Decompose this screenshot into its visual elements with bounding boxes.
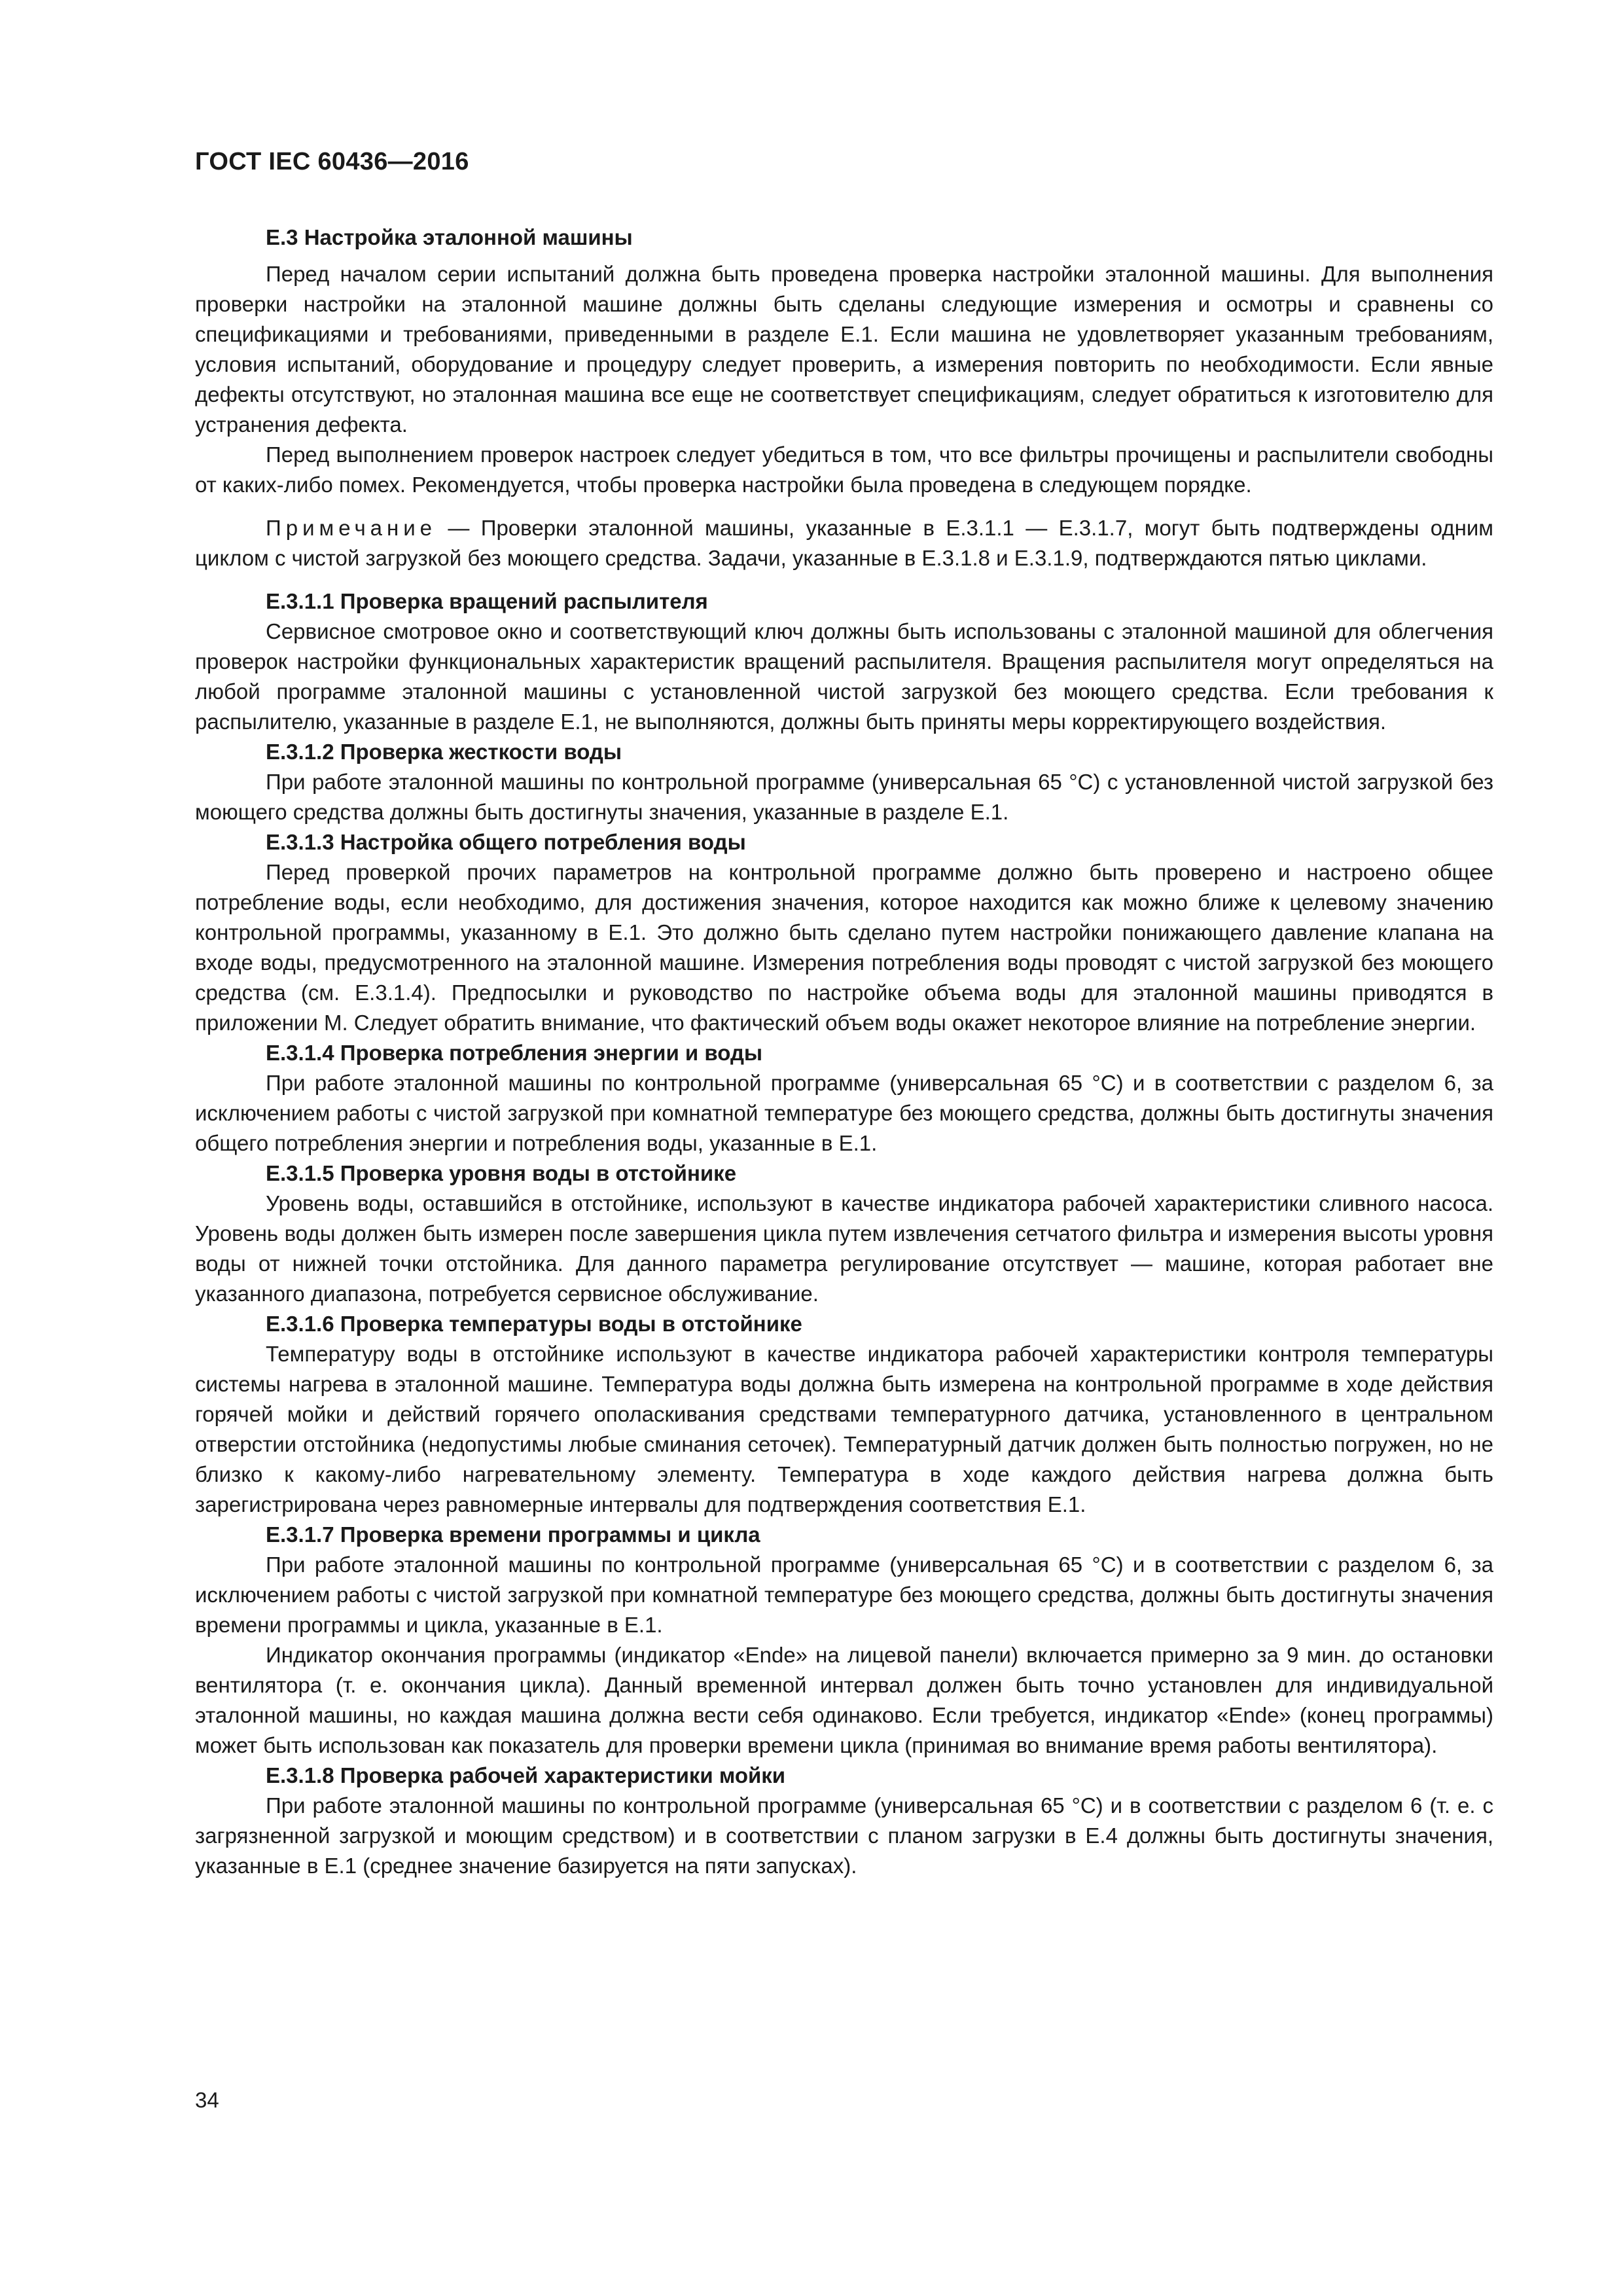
subsection-title: Е.3.1.3 Настройка общего потребления воды xyxy=(266,830,746,854)
paragraph: Перед проверкой прочих параметров на контрольной программе должно быть проверено и настроено общее потребление воды, если необходимо, для достижения значения, которое находится как можно ближе к целевому значению контрольной программы, указанному в Е.1. Это должно быть сделано путем настройки понижающего давление клапана на входе воды, предусмотренного на эталонной машине. Измерения потребления воды проводят с чистой загрузкой без моющего средства (см. Е.3.1.4). Предпосылки и руководство по настройке объема воды для эталонной машины приводятся в приложении М. Следует обратить внимание, что фактический объем воды окажет некоторое влияние на потребление энергии. xyxy=(195,860,1493,1035)
paragraph: При работе эталонной машины по контрольной программе (универсальная 65 °С) и в соответствии с разделом 6 (т. е. с загрязненной загрузкой и моющим средством) и в соответствии с планом загрузки в Е.4 должны быть достигнуты значения, указанные в Е.1 (среднее значение базируется на пяти запусках). xyxy=(195,1793,1493,1878)
note xyxy=(195,513,1493,573)
subsection-title: Е.3.1.2 Проверка жесткости воды xyxy=(266,740,622,764)
page-content xyxy=(195,223,1493,1881)
note-text: — Проверки эталонной машины, указанные в Е.3.1.1 — Е.3.1.7, могут быть подтверждены одним циклом с чистой загрузкой без моющего средства. Задачи, указанные в Е.3.1.8 и Е.3.1.9, подтверждаются пятью циклами. xyxy=(195,516,1493,570)
page-number: 34 xyxy=(195,2088,219,2112)
subsection-title: Е.3.1.4 Проверка потребления энергии и воды xyxy=(266,1041,763,1065)
section-title-e3: Е.3 Настройка эталонной машины xyxy=(266,225,633,249)
paragraph: Перед выполнением проверок настроек следует убедиться в том, что все фильтры прочищены и распылители свободны от каких-либо помех. Рекомендуется, чтобы проверка настройки была проведена в следующем порядке. xyxy=(195,442,1493,497)
paragraph: При работе эталонной машины по контрольной программе (универсальная 65 °С) с установленной чистой загрузкой без моющего средства должны быть достигнуты значения, указанные в разделе Е.1. xyxy=(195,770,1493,824)
paragraph: Температуру воды в отстойнике используют в качестве индикатора рабочей характеристики контроля температуры системы нагрева в эталонной машине. Температура воды должна быть измерена на контрольной программе в ходе действия горячей мойки и действий горячего ополаскивания средствами температурного датчика, установленного в центральном отверстии отстойника (недопустимы любые сминания сеточек). Температурный датчик должен быть полностью погружен, но не близко к какому-либо нагревательному элементу. Температура в ходе каждого действия нагрева должна быть зарегистрирована через равномерные интервалы для подтверждения соответствия Е.1. xyxy=(195,1342,1493,1516)
subsection-title: Е.3.1.6 Проверка температуры воды в отстойнике xyxy=(266,1312,802,1336)
subsection-title: Е.3.1.7 Проверка времени программы и цикла xyxy=(266,1522,760,1547)
subsection-title: Е.3.1.8 Проверка рабочей характеристики мойки xyxy=(266,1763,786,1787)
paragraph: Индикатор окончания программы (индикатор «Ende» на лицевой панели) включается примерно за 9 мин. до остановки вентилятора (т. е. окончания цикла). Данный временной интервал должен быть точно установлен для индивидуальной эталонной машины, но каждая машина должна вести себя одинаково. Если требуется, индикатор «Ende» (конец программы) может быть использован как показатель для проверки времени цикла (принимая во внимание время работы вентилятора). xyxy=(195,1643,1493,1757)
document-header: ГОСТ IEC 60436—2016 xyxy=(195,148,469,175)
note-label: Примечание xyxy=(266,516,437,540)
paragraph: Сервисное смотровое окно и соответствующий ключ должны быть использованы с эталонной машиной для облегчения проверок настройки функциональных характеристик вращений распылителя. Вращения распылителя могут определяться на любой программе эталонной машины с установленной чистой загрузкой без моющего средства. Если требования к распылителю, указанные в разделе Е.1, не выполняются, должны быть приняты меры корректирующего воздействия. xyxy=(195,619,1493,734)
paragraph: Уровень воды, оставшийся в отстойнике, используют в качестве индикатора рабочей характеристики сливного насоса. Уровень воды должен быть измерен после завершения цикла путем извлечения сетчатого фильтра и измерения высоты уровня воды от нижней точки отстойника. Для данного параметра регулирование отсутствует — машине, которая работает вне указанного диапазона, потребуется сервисное обслуживание. xyxy=(195,1191,1493,1306)
subsection-title: Е.3.1.5 Проверка уровня воды в отстойнике xyxy=(266,1161,737,1185)
subsection-title: Е.3.1.1 Проверка вращений распылителя xyxy=(266,589,708,613)
paragraph: При работе эталонной машины по контрольной программе (универсальная 65 °С) и в соответствии с разделом 6, за исключением работы с чистой загрузкой при комнатной температуре без моющего средства, должны быть достигнуты значения времени программы и цикла, указанные в Е.1. xyxy=(195,1552,1493,1637)
paragraph: Перед началом серии испытаний должна быть проведена проверка настройки эталонной машины. Для выполнения проверки настройки на эталонной машине должны быть сделаны следующие измерения и осмотры и сравнены со спецификациями и требованиями, приведенными в разделе Е.1. Если машина не удовлетворяет указанным требованиям, условия испытаний, оборудование и процедуру следует проверить, а измерения повторить по необходимости. Если явные дефекты отсутствуют, но эталонная машина все еще не соответствует спецификациям, следует обратиться к изготовителю для устранения дефекта. xyxy=(195,262,1493,437)
paragraph: При работе эталонной машины по контрольной программе (универсальная 65 °С) и в соответствии с разделом 6, за исключением работы с чистой загрузкой при комнатной температуре без моющего средства, должны быть достигнуты значения общего потребления энергии и потребления воды, указанные в Е.1. xyxy=(195,1071,1493,1155)
